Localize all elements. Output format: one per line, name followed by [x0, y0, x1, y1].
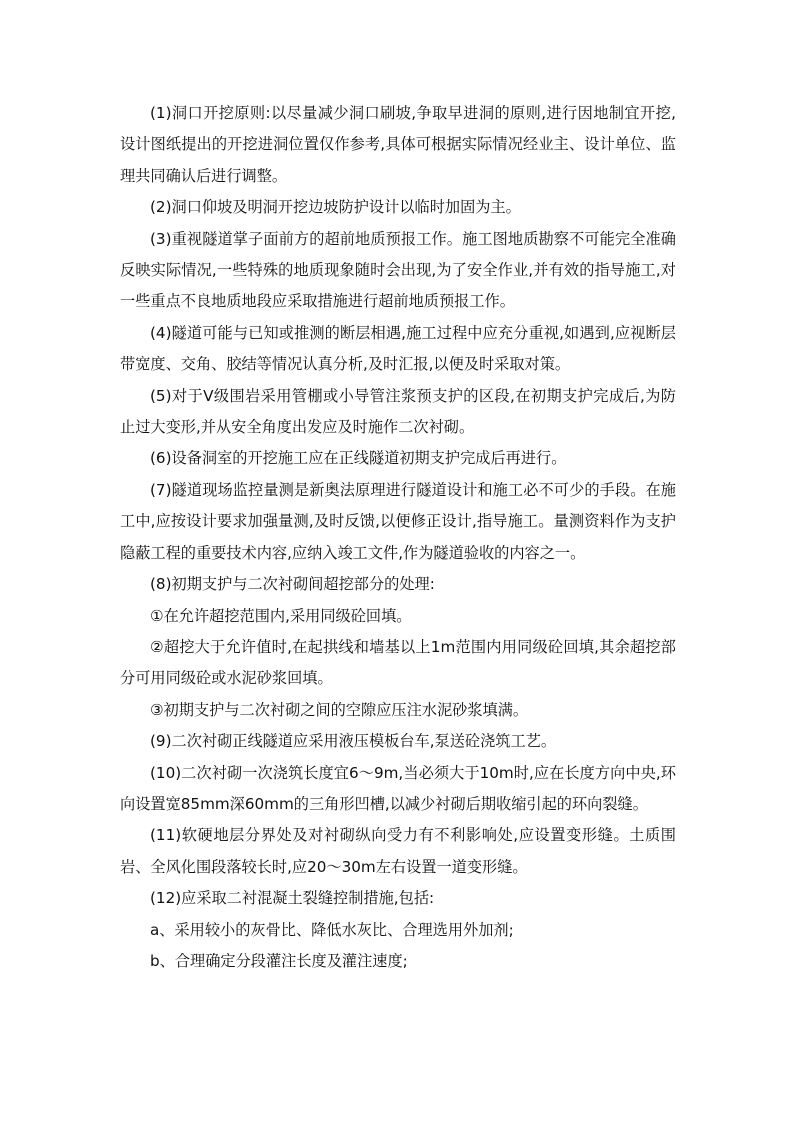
- paragraph-1: (1)洞口开挖原则:以尽量减少洞口刷坡,争取早进洞的原则,进行因地制宜开挖,设计图纸提出的开挖进洞位置仅作参考,具体可根据实际情况经业主、设计单位、监理共同确认后进行调整。: [120, 104, 676, 185]
- document-body: [120, 98, 676, 977]
- paragraph-8: (8)初期支护与二次衬砌间超挖部分的处理:: [150, 575, 435, 594]
- paragraph-5: (5)对于Ⅴ级围岩采用管棚或小导管注浆预支护的区段,在初期支护完成后,为防止过大变形,并从安全角度出发应及时施作二次衬砌。: [120, 386, 676, 437]
- sub-item-1: ①在允许超挖范围内,采用同级砼回填。: [150, 606, 412, 625]
- paragraph-11: (11)软硬地层分界处及对衬砌纵向受力有不利影响处,应设置变形缝。土质围岩、全风化围段落较长时,应20～30m左右设置一道变形缝。: [120, 826, 676, 876]
- paragraph-4: (4)隧道可能与已知或推测的断层相遇,施工过程中应充分重视,如遇到,应视断层带宽度、交角、胶结等情况认真分析,及时汇报,以便及时采取对策。: [120, 323, 676, 374]
- paragraph-6: (6)设备洞室的开挖施工应在正线隧道初期支护完成后再进行。: [150, 449, 567, 468]
- paragraph-7: (7)隧道现场监控量测是新奥法原理进行隧道设计和施工必不可少的手段。在施工中,应按设计要求加强量测,及时反馈,以便修正设计,指导施工。量测资料作为支护隐蔽工程的重要技术内容,应纳入竣工文件,作为隧道验收的内容之一。: [120, 480, 676, 562]
- paragraph-12: (12)应采取二衬混凝土裂缝控制措施,包括:: [150, 889, 435, 908]
- paragraph-9: (9)二次衬砌正线隧道应采用液压模板台车,泵送砼浇筑工艺。: [150, 732, 557, 751]
- paragraph-3: (3)重视隧道掌子面前方的超前地质预报工作。施工图地质勘察不可能完全准确反映实际情况,一些特殊的地质现象随时会出现,为了安全作业,并有效的指导施工,对一些重点不良地质地段应采取措施进行超前地质预报工作。: [120, 229, 676, 311]
- list-item-b: b、合理确定分段灌注长度及灌注速度;: [150, 951, 408, 970]
- sub-item-3: ③初期支护与二次衬砌之间的空隙应压注水泥砂浆填满。: [150, 700, 529, 719]
- paragraph-2: (2)洞口仰坡及明洞开挖边坡防护设计以临时加固为主。: [150, 198, 521, 217]
- paragraph-10: (10)二次衬砌一次浇筑长度宜6～9m,当必须大于10m时,应在长度方向中央,环向设置宽85mm深60mm的三角形凹槽,以减少衬砌后期收缩引起的环向裂缝。: [120, 763, 676, 813]
- list-item-a: a、采用较小的灰骨比、降低水灰比、合理选用外加剂;: [150, 920, 514, 939]
- sub-item-2: ②超挖大于允许值时,在起拱线和墙基以上1m范围内用同级砼回填,其余超挖部分可用同级砼或水泥砂浆回填。: [120, 637, 676, 688]
